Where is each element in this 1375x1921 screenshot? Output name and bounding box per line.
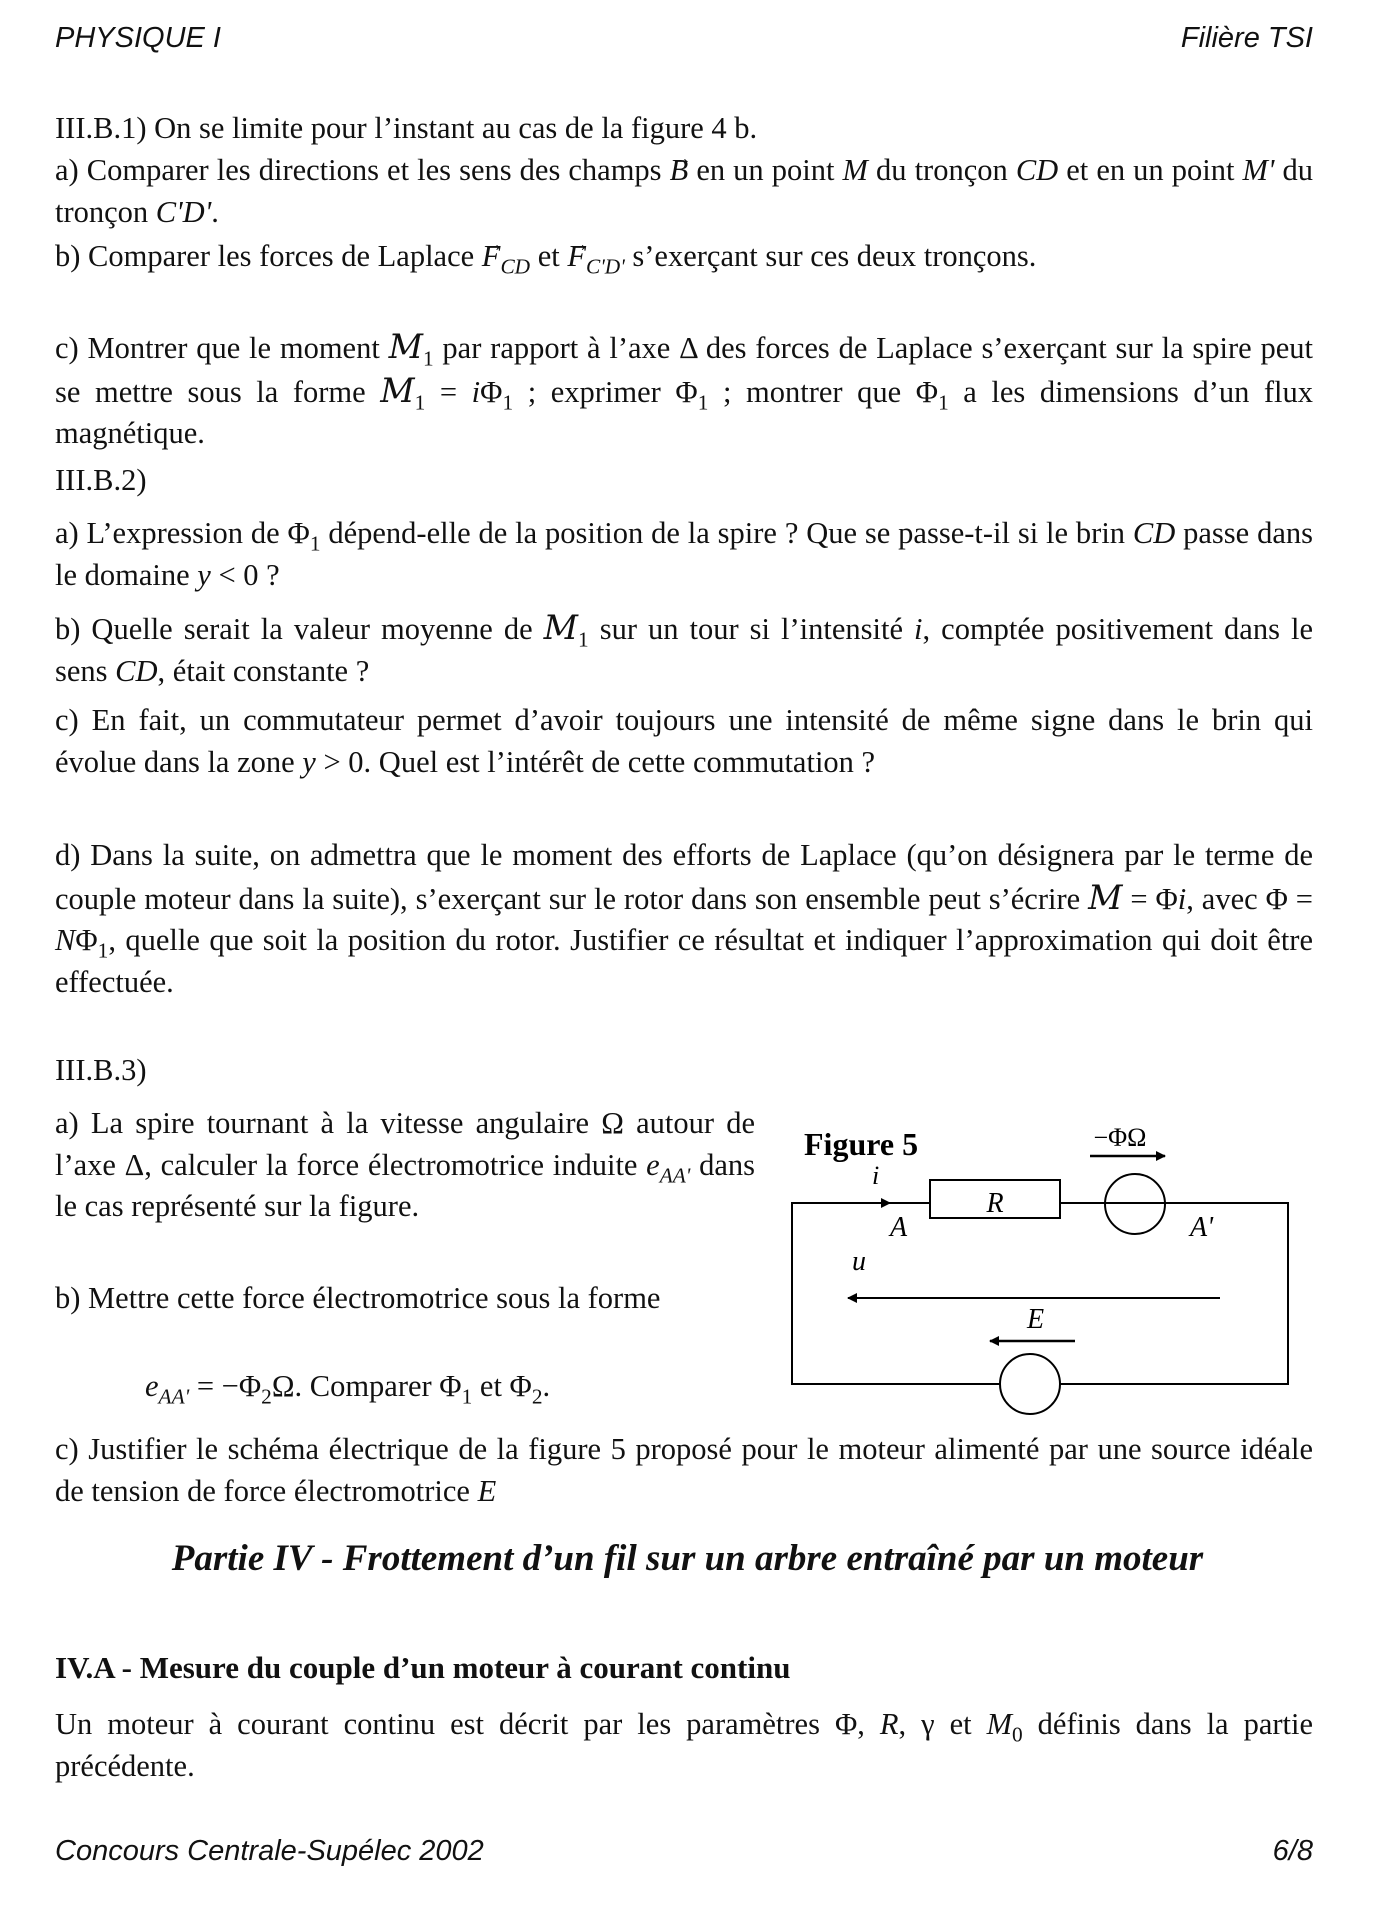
text: < 0 ? [210, 557, 280, 592]
subscript: 2 [531, 1384, 543, 1409]
voltage-label: u [852, 1246, 866, 1277]
text: III.B.1) On se limite pour l’instant au cas de la figure 4 b. [55, 111, 758, 145]
part-title: Partie IV - Frottement d’un fil sur un arbre entraîné par un moteur [171, 1538, 1204, 1579]
text: . [211, 194, 219, 229]
paragraph-iva-intro [55, 1704, 1313, 1787]
subscript: 1 [309, 531, 321, 556]
node-a-label: A [890, 1212, 908, 1243]
moment-symbol: M [388, 327, 423, 366]
text: , quelle que soit la position du rotor. Justifier ce résultat et indiquer l’approximation qui doit être effectuée. [55, 923, 1313, 999]
text: Φ [75, 923, 98, 957]
paragraph-iiib1-c [55, 326, 1313, 455]
text: = −Φ [189, 1369, 262, 1403]
header-right: Filière TSI [1180, 22, 1313, 54]
text: ; montrer que Φ [708, 374, 939, 409]
text: a) L’expression de Φ [55, 516, 310, 550]
paragraph-iiib1-a [55, 150, 1313, 233]
subscript: CD [500, 254, 531, 279]
math-symbol: R [879, 1707, 899, 1741]
figure-5-circuit [780, 1100, 1320, 1430]
text: b) Comparer les forces de Laplace [55, 239, 482, 273]
footer-page: 6/8 [1272, 1835, 1313, 1867]
math-symbol: M' [1242, 153, 1275, 187]
figure-title: Figure 5 [804, 1126, 919, 1162]
math-symbol: CD [115, 653, 158, 688]
text: c) Justifier le schéma électrique de la figure 5 proposé pour le moteur alimenté par une source idéale de tension de force électromotrice [55, 1432, 1313, 1508]
subscript: C'D' [586, 254, 625, 279]
text: = Φ [1122, 881, 1178, 916]
text: par rapport à l’axe Δ des forces de Laplace s’exerçant sur la spire peut se mettre sous la forme [55, 331, 1313, 409]
paragraph-iiib3-b [55, 1278, 755, 1320]
math-symbol: i [1177, 881, 1187, 916]
paragraph-iiib3-c [55, 1429, 1313, 1512]
text: sur un tour si l’intensité [588, 612, 915, 646]
section-title: IV.A - Mesure du couple d’un moteur à courant continu [55, 1650, 791, 1685]
paragraph-iiib2-c [55, 700, 1313, 783]
math-symbol: i [471, 374, 481, 409]
text: dans le cas représenté sur la figure. [55, 1147, 755, 1223]
subscript: 1 [422, 346, 434, 371]
paragraph-iiib3-a [55, 1103, 755, 1228]
text: et en un point [1058, 153, 1243, 187]
subscript: 1 [414, 389, 426, 414]
paragraph-iiib2-d [55, 835, 1313, 1003]
math-symbol: C'D' [155, 194, 212, 229]
text: a) La spire tournant à la vitesse angulaire Ω autour de l’axe Δ, calculer la force électromotrice induite [55, 1106, 755, 1182]
subscript: 1 [461, 1384, 473, 1409]
math-symbol: E [477, 1473, 497, 1508]
text: dépend-elle de la position de la spire ? Que se passe-t-il si le brin [320, 516, 1133, 550]
text: du tronçon [55, 153, 1314, 229]
text: c) Montrer que le moment [55, 331, 389, 365]
math-symbol: e [646, 1147, 660, 1182]
node-a-prime-label: A' [1190, 1212, 1214, 1243]
subscript: 1 [502, 389, 514, 414]
text: III.B.3) [55, 1053, 147, 1087]
moment-symbol: M [1088, 877, 1123, 917]
math-symbol: y [302, 744, 316, 779]
text: Un moteur à courant continu est décrit par les paramètres Φ, [55, 1707, 880, 1741]
text: , comptée positivement dans le sens [55, 612, 1313, 688]
voltage-source [1000, 1354, 1060, 1414]
text: , était constante ? [157, 653, 370, 688]
text: et Φ [472, 1369, 532, 1403]
text: b) Quelle serait la valeur moyenne de [55, 612, 544, 646]
text: du tronçon [867, 153, 1016, 187]
text: = [425, 374, 472, 409]
header-left: PHYSIQUE I [55, 22, 221, 54]
text: c) En fait, un commutateur permet d’avoir toujours une intensité de même signe dans le brin qui évolue dans la zone [55, 703, 1313, 779]
text: définis dans la partie précédente. [55, 1707, 1314, 1783]
text: Ω. Comparer Φ [271, 1369, 462, 1403]
paragraph-iiib3 [55, 1050, 1313, 1092]
text: passe dans le domaine [55, 516, 1313, 592]
text: III.B.2) [55, 463, 147, 497]
moment-symbol: M [543, 608, 579, 647]
subscript: 1 [938, 389, 949, 414]
math-symbol: e [145, 1369, 159, 1403]
subscript: 0 [1012, 1722, 1023, 1747]
paragraph-iiib2-b [55, 607, 1313, 692]
paragraph-iiib1-b [55, 236, 1313, 278]
text: s’exerçant sur ces deux tronçons. [624, 239, 1037, 273]
vector-symbol: → B [670, 153, 689, 187]
math-symbol: M [986, 1707, 1013, 1741]
paragraph-iiib2 [55, 460, 1313, 502]
text: et [530, 239, 568, 273]
footer-left: Concours Centrale-Supélec 2002 [55, 1835, 484, 1867]
text: > 0. Quel est l’intérêt de cette commutation ? [315, 744, 876, 779]
text: , avec Φ = [1186, 881, 1313, 916]
math-symbol: M [842, 153, 868, 187]
subscript: 1 [97, 938, 109, 963]
vector-symbol: → F [482, 239, 501, 273]
subscript: AA' [158, 1384, 190, 1409]
subscript: 1 [697, 389, 709, 414]
paragraph-iiib2-a [55, 513, 1313, 596]
subscript: 2 [261, 1384, 272, 1409]
text: . [542, 1369, 551, 1403]
math-symbol: N [55, 923, 76, 957]
text: d) Dans la suite, on admettra que le moment des efforts de Laplace (qu’on désignera par le terme de couple moteur dans la suite), s’exerçant sur le rotor dans son ensemble peut s’écrire [55, 838, 1313, 916]
text: , γ et [898, 1707, 987, 1741]
current-label: i [872, 1161, 880, 1190]
subscript: AA' [659, 1162, 691, 1187]
text: Φ [480, 374, 503, 409]
text: a les dimensions d’un flux magnétique. [55, 374, 1314, 450]
math-symbol: CD [1015, 153, 1059, 187]
source-emf-label: E [1027, 1304, 1045, 1335]
text: a) Comparer les directions et les sens des champs [55, 153, 670, 187]
text: b) Mettre cette force électromotrice sous la forme [55, 1281, 661, 1315]
text: ; exprimer Φ [513, 374, 698, 409]
subscript: 1 [578, 627, 589, 652]
resistor-label: R [986, 1188, 1004, 1219]
math-symbol: y [197, 557, 211, 592]
moment-symbol: M [380, 370, 415, 410]
text: en un point [688, 153, 843, 187]
math-symbol: CD [1132, 516, 1176, 550]
emf-label: −ΦΩ [1093, 1123, 1147, 1152]
math-symbol: i [914, 612, 923, 646]
vector-symbol: → F [567, 239, 586, 273]
